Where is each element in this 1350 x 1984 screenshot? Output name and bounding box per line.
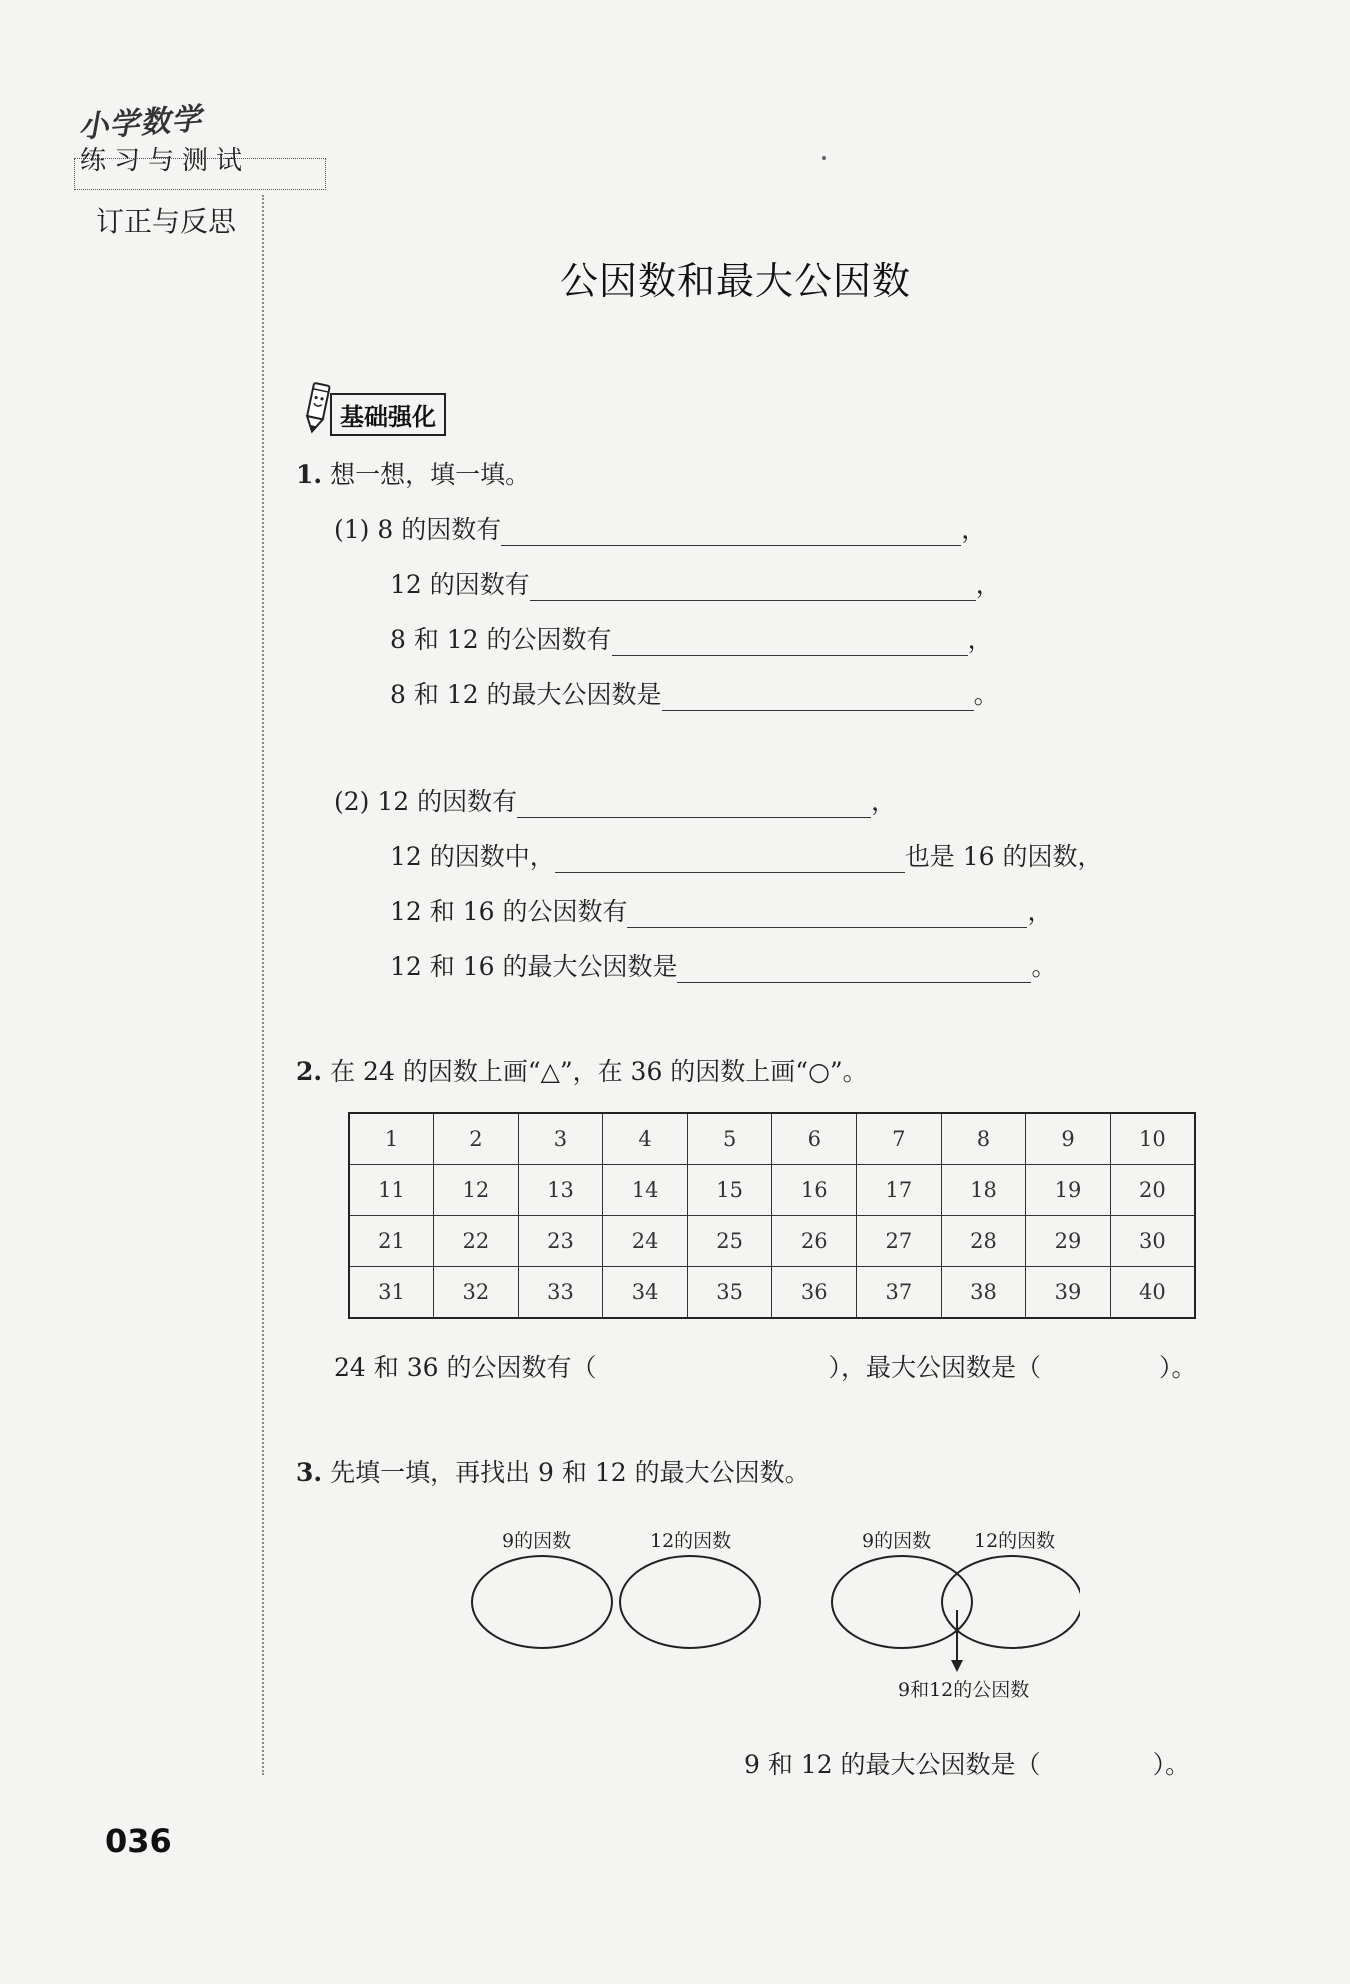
answer-blank[interactable] xyxy=(501,519,961,546)
grid-cell[interactable]: 39 xyxy=(1026,1267,1111,1319)
table-row xyxy=(349,1113,1195,1165)
section-label: 基础强化 xyxy=(330,393,446,436)
grid-cell[interactable]: 1 xyxy=(349,1113,434,1165)
label-factors-of-9-venn: 9的因数 xyxy=(862,1530,932,1552)
q1-part2-line2 xyxy=(390,837,1102,873)
q1-number: 1. xyxy=(296,460,323,489)
comma: ， xyxy=(1027,897,1053,926)
venn-circle-9[interactable] xyxy=(832,1556,972,1648)
grid-cell[interactable]: 36 xyxy=(772,1267,857,1319)
q3-number: 3. xyxy=(296,1458,323,1487)
grid-cell[interactable]: 26 xyxy=(772,1216,857,1267)
margin-divider xyxy=(262,195,264,1775)
print-dot xyxy=(822,156,826,160)
q1-part1-text2: 12 的因数有 xyxy=(390,570,530,599)
grid-cell[interactable]: 6 xyxy=(772,1113,857,1165)
grid-cell[interactable]: 5 xyxy=(687,1113,772,1165)
answer-blank[interactable] xyxy=(627,901,1027,928)
table-row xyxy=(349,1267,1195,1319)
comma: ， xyxy=(967,625,993,654)
q1-part1-marker: (1) xyxy=(334,515,370,544)
grid-cell[interactable]: 24 xyxy=(603,1216,688,1267)
q2-answer-line xyxy=(334,1348,1197,1384)
grid-cell[interactable]: 35 xyxy=(687,1267,772,1319)
arrow-head xyxy=(951,1660,963,1672)
grid-cell[interactable]: 18 xyxy=(941,1165,1026,1216)
page-number: 036 xyxy=(105,1822,172,1860)
answer-blank[interactable] xyxy=(677,956,1031,983)
label-factors-of-9: 9的因数 xyxy=(502,1530,572,1552)
label-factors-of-12-venn: 12的因数 xyxy=(974,1530,1056,1552)
q2-answer-a: 24 和 36 的公因数有（ xyxy=(334,1353,597,1382)
grid-cell[interactable]: 22 xyxy=(434,1216,519,1267)
comma: ， xyxy=(961,515,987,544)
table-row xyxy=(349,1216,1195,1267)
grid-cell[interactable]: 25 xyxy=(687,1216,772,1267)
q3-text: 先填一填，再找出 9 和 12 的最大公因数。 xyxy=(330,1458,810,1487)
q1-part2-line3 xyxy=(390,892,1052,928)
q1-part1-line4 xyxy=(390,675,999,711)
grid-cell[interactable]: 34 xyxy=(603,1267,688,1319)
grid-cell[interactable]: 19 xyxy=(1026,1165,1111,1216)
answer-blank[interactable] xyxy=(555,846,905,873)
grid-cell[interactable]: 20 xyxy=(1110,1165,1195,1216)
grid-cell[interactable]: 16 xyxy=(772,1165,857,1216)
q1-text: 想一想，填一填。 xyxy=(330,460,531,489)
q1-stem xyxy=(296,455,530,491)
q2-text: 在 24 的因数上画“△”，在 36 的因数上画“○”。 xyxy=(330,1057,868,1086)
q1-part1-line3 xyxy=(390,620,993,656)
q1-part2-text1: 12 的因数有 xyxy=(377,787,518,816)
grid-cell[interactable]: 9 xyxy=(1026,1113,1111,1165)
comma: ， xyxy=(871,787,897,816)
page-title: 公因数和最大公因数 xyxy=(560,259,912,303)
q1-part2-line1 xyxy=(334,782,896,818)
grid-cell[interactable]: 29 xyxy=(1026,1216,1111,1267)
grid-cell[interactable]: 13 xyxy=(518,1165,603,1216)
grid-cell[interactable]: 23 xyxy=(518,1216,603,1267)
q3-stem xyxy=(296,1453,810,1489)
q1-part1-text3: 8 和 12 的公因数有 xyxy=(390,625,612,654)
q3-answer-b: ）。 xyxy=(1152,1750,1191,1779)
grid-cell[interactable]: 8 xyxy=(941,1113,1026,1165)
q1-part1-line2 xyxy=(390,565,1001,601)
q1-part2-line4 xyxy=(390,947,1056,983)
q1-part2-marker: (2) xyxy=(334,787,370,816)
grid-cell[interactable]: 40 xyxy=(1110,1267,1195,1319)
grid-cell[interactable]: 15 xyxy=(687,1165,772,1216)
answer-blank[interactable] xyxy=(612,629,968,656)
q2-stem xyxy=(296,1052,868,1088)
grid-cell[interactable]: 11 xyxy=(349,1165,434,1216)
venn-circle-12[interactable] xyxy=(942,1556,1080,1648)
q1-part2-text3: 12 和 16 的公因数有 xyxy=(390,897,628,926)
grid-cell[interactable]: 33 xyxy=(518,1267,603,1319)
q1-part1-line1 xyxy=(334,510,986,546)
book-subtitle: 练习与测试 xyxy=(80,146,251,176)
grid-cell[interactable]: 17 xyxy=(857,1165,942,1216)
grid-cell[interactable]: 32 xyxy=(434,1267,519,1319)
brand-logo-text: 小学数学 xyxy=(77,101,204,146)
table-row xyxy=(349,1165,1195,1216)
q3-answer-line xyxy=(744,1745,1190,1781)
section-header xyxy=(300,380,446,436)
number-grid xyxy=(348,1112,1196,1319)
grid-cell[interactable]: 28 xyxy=(941,1216,1026,1267)
q1-part2-text2b: 也是 16 的因数， xyxy=(904,842,1103,871)
q3-answer-a: 9 和 12 的最大公因数是（ xyxy=(744,1750,1041,1779)
q1-part2-text4: 12 和 16 的最大公因数是 xyxy=(390,952,678,981)
grid-cell[interactable]: 7 xyxy=(857,1113,942,1165)
answer-blank[interactable] xyxy=(517,791,871,818)
label-common-factors: 9和12的公因数 xyxy=(898,1679,1030,1701)
grid-cell[interactable]: 14 xyxy=(603,1165,688,1216)
grid-cell[interactable]: 27 xyxy=(857,1216,942,1267)
grid-cell[interactable]: 3 xyxy=(518,1113,603,1165)
grid-cell[interactable]: 30 xyxy=(1110,1216,1195,1267)
period: 。 xyxy=(973,680,999,709)
comma: ， xyxy=(975,570,1001,599)
grid-cell[interactable]: 10 xyxy=(1110,1113,1195,1165)
q1-part1-text4: 8 和 12 的最大公因数是 xyxy=(390,680,662,709)
grid-cell[interactable]: 31 xyxy=(349,1267,434,1319)
answer-blank[interactable] xyxy=(530,574,976,601)
grid-cell[interactable]: 21 xyxy=(349,1216,434,1267)
q2-answer-b: ），最大公因数是（ xyxy=(828,1353,1041,1382)
q2-number: 2. xyxy=(296,1057,323,1086)
pencil-icon xyxy=(300,380,334,436)
grid-cell[interactable]: 2 xyxy=(434,1113,519,1165)
grid-cell[interactable]: 37 xyxy=(857,1267,942,1319)
ellipse-factors-9[interactable] xyxy=(472,1556,612,1648)
label-factors-of-12: 12的因数 xyxy=(650,1530,732,1552)
grid-cell[interactable]: 4 xyxy=(603,1113,688,1165)
period: 。 xyxy=(1031,952,1057,981)
grid-cell[interactable]: 38 xyxy=(941,1267,1026,1319)
q1-part2-text2a: 12 的因数中， xyxy=(390,842,555,871)
margin-label: 订正与反思 xyxy=(96,205,237,238)
ellipse-factors-12[interactable] xyxy=(620,1556,760,1648)
answer-blank[interactable] xyxy=(662,684,974,711)
q1-part1-text1: 8 的因数有 xyxy=(377,515,502,544)
grid-cell[interactable]: 12 xyxy=(434,1165,519,1216)
q2-answer-c: ）。 xyxy=(1158,1353,1197,1382)
